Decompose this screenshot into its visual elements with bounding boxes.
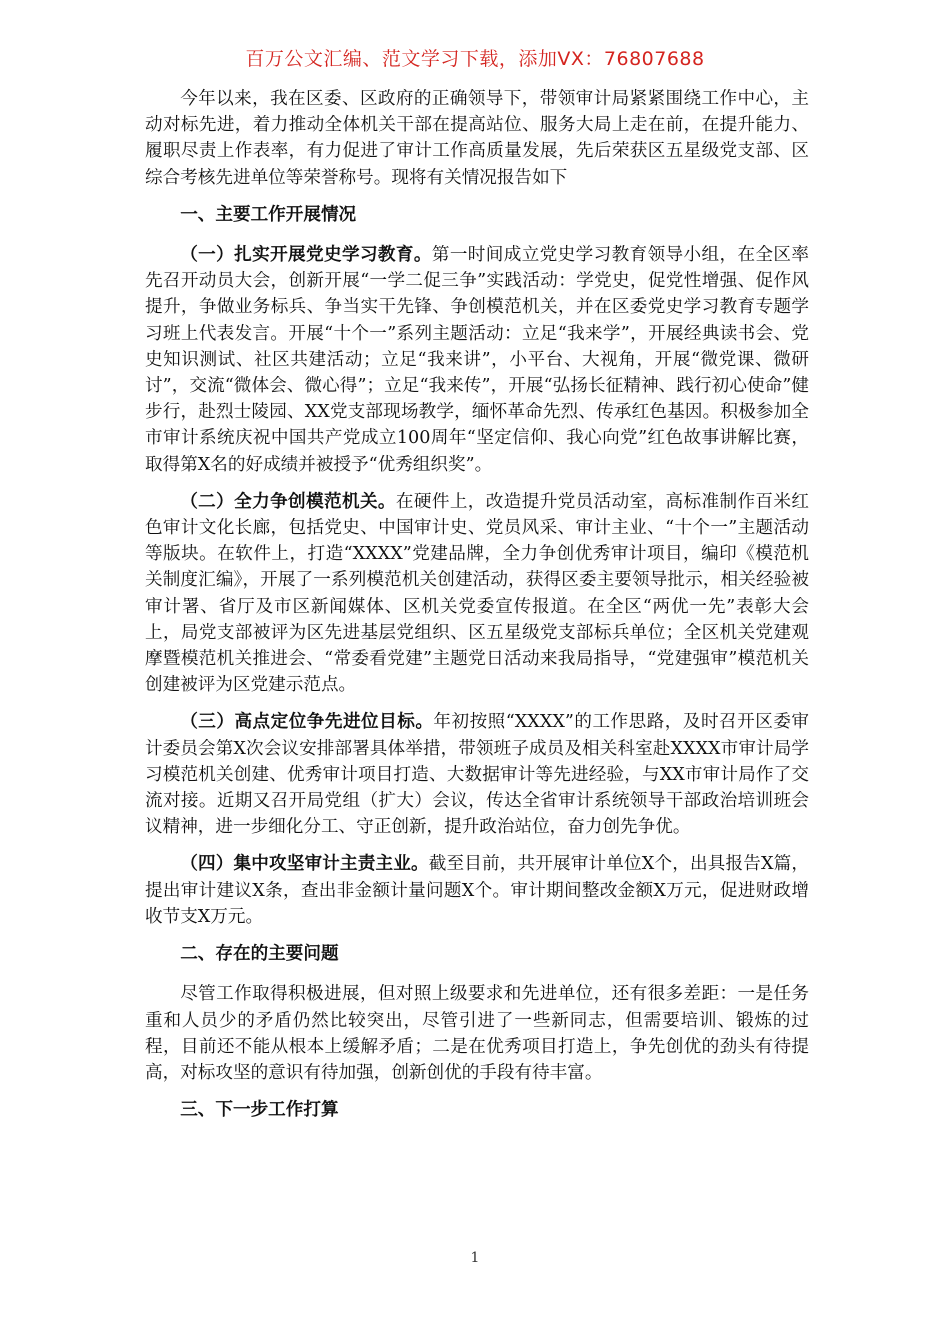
document-body [145, 86, 809, 1137]
item-body: 年初按照“XXXX”的工作思路，及时召开区委审计委员会第X次会议安排部署具体举措，带领班子成员及相关科室赴XXXX市审计局学习模范机关创建、优秀审计项目打造、大数据审计等先进经验，与XX市审计局作了交流对接。近期又召开局党组（扩大）会议，传达全省审计系统领导干部政治培训班会议精神，进一步细化分工、守正创新，提升政治站位，奋力创先争优。 [145, 712, 809, 838]
item-title: （四）集中攻坚审计主责主业。 [180, 854, 429, 875]
item-title: （三）高点定位争先进位目标。 [180, 712, 434, 733]
section-heading-1: 一、主要工作开展情况 [180, 204, 357, 225]
section-heading-2: 二、存在的主要问题 [180, 944, 339, 965]
section1-item-1 [145, 242, 809, 478]
item-body: 截至目前，共开展审计单位X个，出具报告X篇，提出审计建议X条，查出非金额计量问题X个。审计期间整改金额X万元，促进财政增收节支X万元。 [145, 854, 809, 927]
item-title: （二）全力争创模范机关。 [180, 491, 396, 512]
section1-item-4 [145, 851, 809, 930]
section-heading-3: 三、下一步工作打算 [180, 1100, 339, 1121]
item-title: （一）扎实开展党史学习教育。 [180, 245, 432, 266]
section1-item-2 [145, 489, 809, 699]
item-body: 在硬件上，改造提升党员活动室，高标准制作百米红色审计文化长廊，包括党史、中国审计史、党员风采、审计主业、“十个一”主题活动等版块。在软件上，打造“XXXX”党建品牌，全力争创优秀审计项目，编印《模范机关制度汇编》，开展了一系列模范机关创建活动，获得区委主要领导批示，相关经验被审计署、省厅及市区新闻媒体、区机关党委宣传报道。在全区“两优一先”表彰大会上，局党支部被评为区先进基层党组织、区五星级党支部标兵单位；全区机关党建观摩暨模范机关推进会、“常委看党建”主题党日活动来我局指导，“党建强审”模范机关创建被评为区党建示范点。 [145, 491, 809, 696]
section2-paragraph: 尽管工作取得积极进展，但对照上级要求和先进单位，还有很多差距：一是任务重和人员少的矛盾仍然比较突出，尽管引进了一些新同志，但需要培训、锻炼的过程，目前还不能从根本上缓解矛盾；二是在优秀项目打造上，争先创优的劲头有待提高，对标攻坚的意识有待加强，创新创优的手段有待丰富。 [145, 984, 809, 1083]
section1-item-3 [145, 709, 809, 840]
page-number: 1 [470, 1250, 480, 1266]
intro-paragraph: 今年以来，我在区委、区政府的正确领导下，带领审计局紧紧围绕工作中心，主动对标先进，着力推动全体机关干部在提高站位、服务大局上走在前，在提升能力、履职尽责上作表率，有力促进了审计工作高质量发展，先后荣获区五星级党支部、区综合考核先进单位等荣誉称号。现将有关情况报告如下 [145, 89, 809, 188]
item-body: 第一时间成立党史学习教育领导小组，在全区率先召开动员大会，创新开展“一学二促三争”实践活动：学党史，促党性增强、促作风提升，争做业务标兵、争当实干先锋、争创模范机关，并在区委党史学习教育专题学习班上代表发言。开展“十个一”系列主题活动：立足“我来学”，开展经典读书会、党史知识测试、社区共建活动；立足“我来讲”，小平台、大视角，开展“微党课、微研讨”，交流“微体会、微心得”；立足“我来传”，开展“弘扬长征精神、践行初心使命”健步行，赴烈士陵园、XX党支部现场教学，缅怀革命先烈、传承红色基因。积极参加全市审计系统庆祝中国共产党成立100周年“坚定信仰、我心向党”红色故事讲解比赛，取得第X名的好成绩并被授予“优秀组织奖”。 [145, 245, 809, 475]
watermark-banner: 百万公文汇编、范文学习下载，添加VX：76807688 [245, 48, 705, 70]
